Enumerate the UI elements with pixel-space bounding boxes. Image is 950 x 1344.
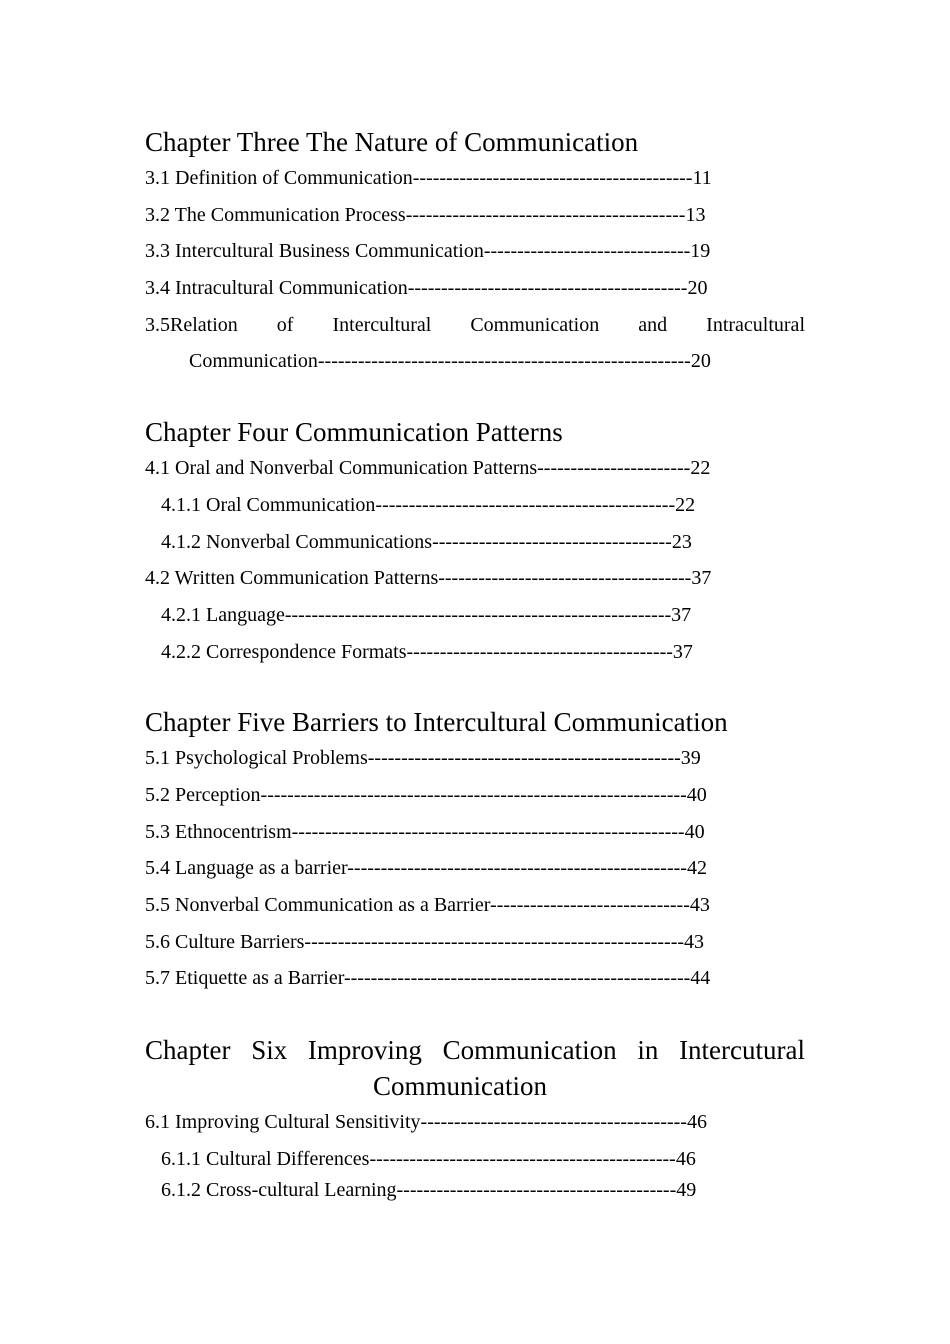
- chapter-title-continued: Communication: [373, 1071, 547, 1102]
- toc-entry[interactable]: 5.7 Etiquette as a Barrier----------------------------------------------------44: [145, 967, 711, 990]
- toc-entry[interactable]: 5.5 Nonverbal Communication as a Barrier------------------------------43: [145, 894, 710, 916]
- chapter-six-section: [145, 1032, 805, 1204]
- toc-subentry[interactable]: 4.2.2 Correspondence Formats----------------------------------------37: [161, 640, 693, 663]
- section-spacer: [145, 380, 805, 414]
- toc-subentry[interactable]: 4.1.2 Nonverbal Communications------------------------------------23: [161, 530, 692, 553]
- toc-entry-continued[interactable]: Communication--------------------------------------------------------20: [189, 350, 711, 373]
- chapter-four-section: [145, 414, 805, 670]
- chapter-title: Chapter Four Communication Patterns: [145, 417, 563, 448]
- chapter-three-section: [145, 124, 805, 380]
- toc-entry[interactable]: 5.3 Ethnocentrism-----------------------------------------------------------40: [145, 820, 705, 843]
- toc-subentry[interactable]: 4.1.1 Oral Communication---------------------------------------------22: [161, 493, 696, 516]
- chapter-title: Chapter Five Barriers to Intercultural Communication: [145, 707, 728, 738]
- toc-entry[interactable]: 5.6 Culture Barriers---------------------------------------------------------43: [145, 930, 705, 953]
- toc-subentry[interactable]: 6.1.2 Cross-cultural Learning------------------------------------------49: [161, 1179, 697, 1202]
- toc-entry[interactable]: 5.1 Psychological Problems-----------------------------------------------39: [145, 747, 701, 770]
- toc-entry[interactable]: 6.1 Improving Cultural Sensitivity----------------------------------------46: [145, 1111, 707, 1134]
- section-spacer: [145, 997, 805, 1032]
- toc-entry[interactable]: 3.4 Intracultural Communication------------------------------------------20: [145, 277, 708, 300]
- chapter-title: Chapter Six Improving Communication in Intercutural: [145, 1035, 805, 1066]
- chapter-five-section: [145, 704, 805, 997]
- toc-entry[interactable]: 5.4 Language as a barrier---------------------------------------------------42: [145, 857, 707, 880]
- toc-entry[interactable]: 4.2 Written Communication Patterns--------------------------------------37: [145, 567, 712, 590]
- toc-entry[interactable]: 3.2 The Communication Process------------------------------------------13: [145, 203, 706, 226]
- toc-subentry[interactable]: 4.2.1 Language----------------------------------------------------------37: [161, 603, 692, 626]
- section-spacer: [145, 670, 805, 704]
- chapter-title: Chapter Three The Nature of Communication: [145, 127, 639, 157]
- toc-entry[interactable]: 3.1 Definition of Communication------------------------------------------11: [145, 167, 712, 189]
- toc-entry[interactable]: 3.5Relation of Intercultural Communication and Intracultural: [145, 313, 805, 336]
- table-of-contents: [145, 124, 805, 1204]
- toc-entry[interactable]: 5.2 Perception----------------------------------------------------------------40: [145, 783, 707, 806]
- toc-entry[interactable]: 3.3 Intercultural Business Communication-------------------------------19: [145, 240, 711, 263]
- toc-subentry[interactable]: 6.1.1 Cultural Differences----------------------------------------------46: [161, 1147, 696, 1170]
- toc-entry[interactable]: 4.1 Oral and Nonverbal Communication Patterns-----------------------22: [145, 457, 711, 480]
